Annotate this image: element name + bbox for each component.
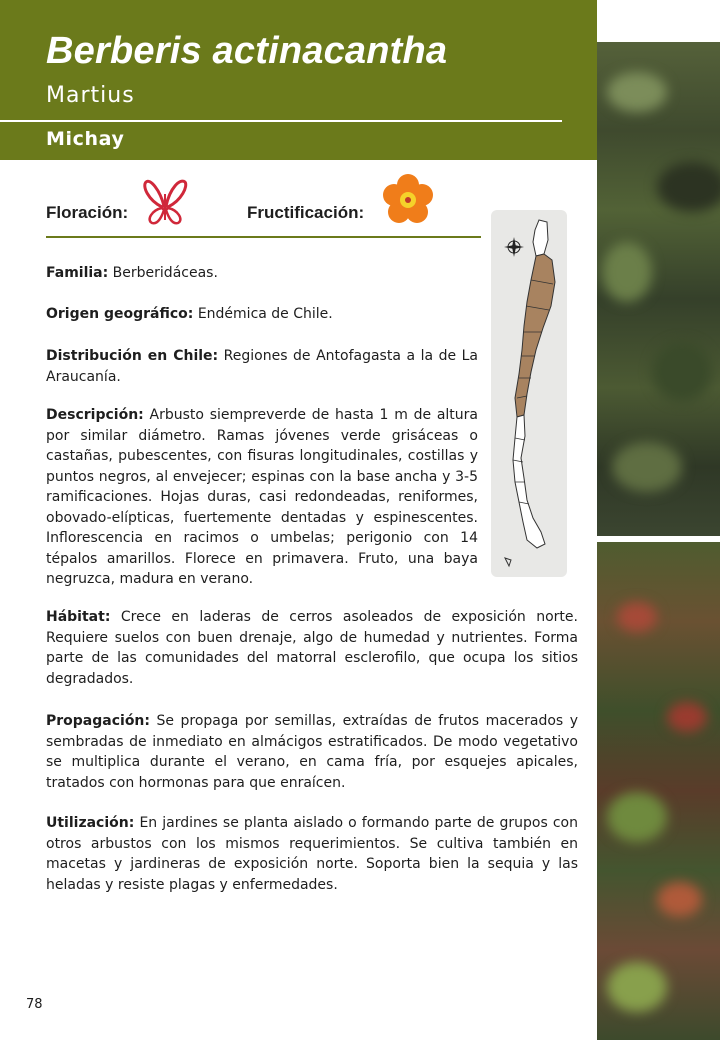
section-habitat	[46, 607, 578, 689]
section-text: Se propaga por semillas, extraídas de frutos macerados y sembradas de inmediato en almácigos estratificados. De modo vegetativo se multiplica durante el verano, en cama fría, por esquejes apicales, tratados con hormonas para que enraícen.	[46, 713, 578, 791]
section-distribucion	[46, 346, 478, 387]
section-familia	[46, 263, 478, 284]
section-text: En jardines se planta aislado o formando parte de grupos con otros arbustos con los mismos requerimientos. Se cultiva también en macetas y jardineras de exposición norte. Soporta bien la sequia y las heladas y resiste plagas y enfermedades.	[46, 815, 578, 893]
section-label: Descripción:	[46, 407, 144, 423]
section-utilizacion	[46, 813, 578, 895]
header-band	[0, 0, 597, 160]
compass-icon	[504, 237, 524, 257]
section-descripcion	[46, 405, 478, 590]
section-propagacion	[46, 711, 578, 793]
section-text: Arbusto siempreverde de hasta 1 m de altura por similar diámetro. Ramas jóvenes verde grisáceas o castañas, pubescentes, con fisuras longitudinales, costillas y puntos negros, al envejecer; espinas con la base ancha y 3-5 ramificaciones. Hojas duras, casi redondeadas, reniformes, obovado-elípticas, fuertemente dentadas y espinescentes. Inflorescencia en racimos o umbelas; perigonio con 14 tépalos amarillos. Florece en primavera. Fruto, una baya negruzca, madura en verano.	[46, 407, 478, 587]
section-text: Endémica de Chile.	[193, 306, 333, 322]
section-label: Utilización:	[46, 815, 135, 831]
section-text: Berberidáceas.	[108, 265, 218, 281]
phenology-divider	[46, 236, 481, 238]
page-number: 78	[26, 997, 43, 1012]
common-name: Michay	[46, 128, 125, 150]
section-label: Familia:	[46, 265, 109, 281]
flower-icon	[382, 173, 434, 225]
flowering-label: Floración:	[46, 203, 129, 222]
section-origen	[46, 304, 478, 325]
distribution-map	[491, 210, 567, 577]
fruiting-label: Fructificación:	[247, 203, 365, 222]
section-label: Hábitat:	[46, 609, 111, 625]
section-text: Regiones de Antofagasta a la de La Araucanía.	[46, 348, 478, 385]
section-label: Origen geográfico:	[46, 306, 194, 322]
plant-photo-bottom	[597, 542, 720, 1040]
section-label: Distribución en Chile:	[46, 348, 219, 364]
butterfly-icon	[142, 176, 188, 228]
header-divider	[0, 120, 562, 122]
scientific-name: Berberis actinacantha	[46, 30, 448, 72]
author-name: Martius	[46, 83, 135, 108]
section-label: Propagación:	[46, 713, 151, 729]
plant-photo-top	[597, 42, 720, 536]
section-text: Crece en laderas de cerros asoleados de exposición norte. Requiere suelos con buen drenaje, algo de humedad y nutrientes. Forma parte de las comunidades del matorral esclerofilo, que ocupa los sitios degradados.	[46, 609, 578, 687]
